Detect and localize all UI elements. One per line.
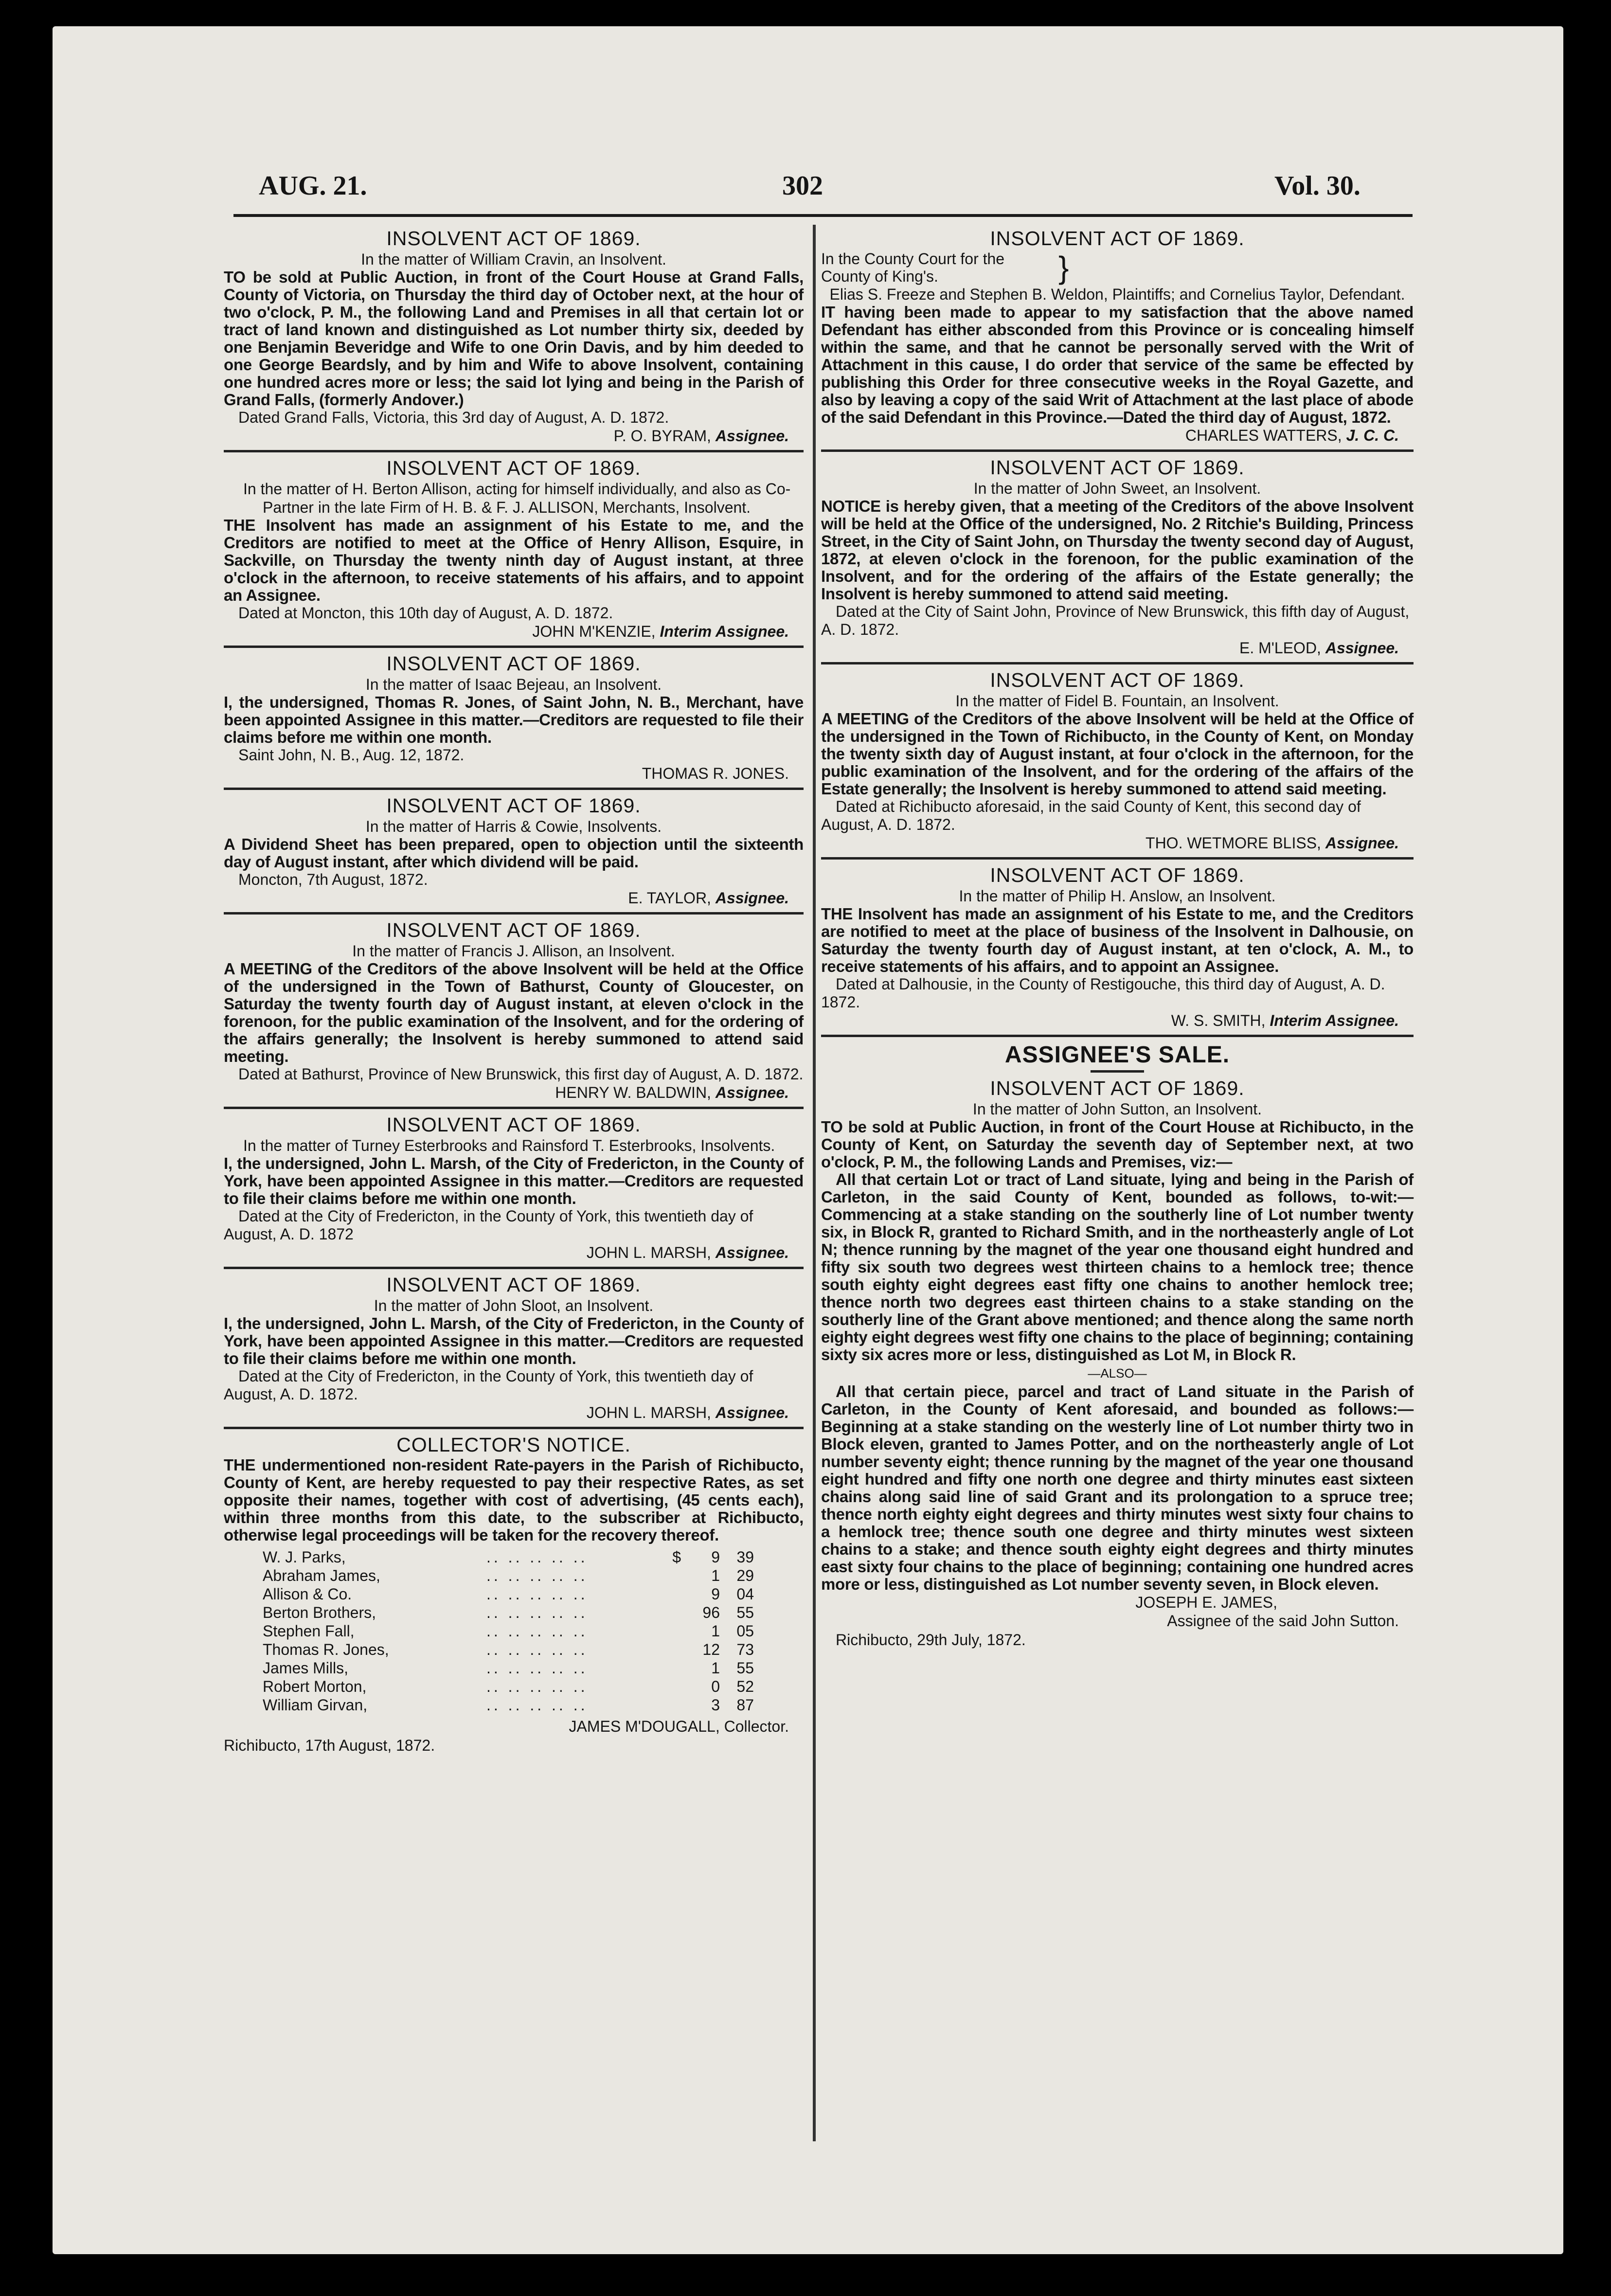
notice-title: COLLECTOR'S NOTICE. <box>396 1434 631 1456</box>
signer-role: Assignee. <box>715 1244 789 1261</box>
also-divider: —ALSO— <box>1088 1366 1147 1381</box>
leader-dots: .. .. .. .. .. <box>486 1548 588 1566</box>
amount-dollars: 1 <box>711 1567 720 1584</box>
notice-anslow <box>821 864 1414 1037</box>
rates-row <box>263 1696 804 1714</box>
amount-dollars: 9 <box>711 1548 720 1566</box>
signer-role: Interim Assignee. <box>660 623 789 640</box>
notice-body: THE Insolvent has made an assignment of his Estate to me, and the Creditors are notified to meet at the Office of Henry Allison, Esquire, in Sackville, on Thursday the twenty ninth day of August instant, at three o'clock in the afternoon, to receive statements of his affairs, and to appoint an Assignee. <box>224 516 804 604</box>
notice-dated: Dated at Bathurst, Province of New Brunswick, this first day of August, A. D. 1872. <box>238 1065 804 1083</box>
amount-cents: 55 <box>736 1659 754 1677</box>
amount-dollars: 12 <box>702 1641 720 1658</box>
notice-dated: Dated at Richibucto aforesaid, in the said County of Kent, this second day of August, A. D. 1872. <box>821 798 1361 833</box>
notice-body: I, the undersigned, Thomas R. Jones, of Saint John, N. B., Merchant, have been appointed Assignee in this matter.—Creditors are requested to file their claims before me within one month. <box>224 693 804 746</box>
rates-row <box>263 1659 804 1677</box>
signer-name: HENRY W. BALDWIN, <box>555 1084 711 1101</box>
rates-row <box>263 1640 804 1659</box>
notice-title: INSOLVENT ACT OF 1869. <box>386 227 641 250</box>
amount-cents: 73 <box>736 1641 754 1658</box>
signer-name: THOMAS R. JONES. <box>642 765 789 782</box>
notice-matter: In the matter of Francis J. Allison, an Insolvent. <box>352 942 675 960</box>
notice-allison-hb <box>224 457 804 648</box>
amount-dollars: 96 <box>702 1604 720 1621</box>
leader-dots: .. .. .. .. .. <box>486 1696 588 1714</box>
notice-matter: In the matter of Turney Esterbrooks and Rainsford T. Esterbrooks, Insolvents. <box>243 1137 775 1154</box>
notice-matter: In the matter of Fidel B. Fountain, an Insolvent. <box>955 692 1279 710</box>
notice-matter: In the matter of William Cravin, an Insolvent. <box>361 251 666 268</box>
sale-terms: TO be sold at Public Auction, in front of the Court House at Richibucto, in the County of Kent, on Saturday the seventh day of September next, at two o'clock, P. M., the following Lands and Premises, viz:— <box>821 1118 1414 1171</box>
notice-title: INSOLVENT ACT OF 1869. <box>386 794 641 817</box>
dollar-sign <box>662 1603 681 1622</box>
notice-body: NOTICE is hereby given, that a meeting of the Creditors of the above Insolvent will be held at the Office of the undersigned, No. 2 Ritchie's Building, Princess Street, in the City of Saint John, on Thursday the twenty second day of August, 1872, at eleven o'clock in the forenoon, for the public examination of the Insolvent, and for the ordering of the affairs of the Estate generally; the Insolvent is hereby summoned to attend said meeting. <box>821 497 1414 603</box>
dollar-sign: $ <box>672 1548 681 1566</box>
dollar-sign <box>662 1696 681 1714</box>
dollar-sign <box>662 1622 681 1640</box>
notice-signature <box>821 834 1414 852</box>
signer-role: Assignee. <box>715 427 789 445</box>
rates-row <box>263 1677 804 1696</box>
right-column <box>821 226 1414 1654</box>
rates-row <box>263 1585 804 1603</box>
ratepayer-name: Stephen Fall, <box>263 1622 355 1640</box>
amount-dollars: 3 <box>711 1696 720 1714</box>
ratepayer-name: William Girvan, <box>263 1696 368 1714</box>
sale-signer: JOSEPH E. JAMES, <box>1135 1594 1277 1611</box>
notice-body: I, the undersigned, John L. Marsh, of the City of Fredericton, in the County of York, have been appointed Assignee in this matter.—Creditors are requested to file their claims before me within one month. <box>224 1154 804 1207</box>
notice-title: INSOLVENT ACT OF 1869. <box>990 227 1245 250</box>
signer-name: JOHN L. MARSH, <box>586 1404 711 1421</box>
notice-dated: Dated Grand Falls, Victoria, this 3rd day of August, A. D. 1872. <box>238 409 669 426</box>
notice-allison-fj <box>224 919 804 1109</box>
leader-dots: .. .. .. .. .. <box>486 1604 588 1621</box>
notice-dated: Dated at Moncton, this 10th day of August, A. D. 1872. <box>238 604 613 622</box>
rates-row <box>263 1548 804 1566</box>
signer-name: JOHN L. MARSH, <box>586 1244 711 1261</box>
notice-harris-cowie <box>224 795 804 915</box>
column-divider <box>813 225 816 2141</box>
section-heading: ASSIGNEE'S SALE. <box>1004 1042 1230 1068</box>
notice-dated: Dated at Dalhousie, in the County of Restigouche, this third day of August, A. D. 1872. <box>821 975 1385 1011</box>
signer-role: Assignee. <box>715 1084 789 1101</box>
notice-title: INSOLVENT ACT OF 1869. <box>386 652 641 675</box>
amount-cents: 29 <box>736 1567 754 1584</box>
notice-body: A MEETING of the Creditors of the above Insolvent will be held at the Office of the undersigned in the Town of Bathurst, County of Gloucester, on Saturday the twenty fourth day of August instant, at eleven o'clock in the forenoon, for the public examination of the Insolvent, and for the ordering of the affairs generally; the Insolvent is hereby summoned to attend said meeting. <box>224 960 804 1065</box>
notice-sloot <box>224 1274 804 1429</box>
leader-dots: .. .. .. .. .. <box>486 1585 588 1603</box>
collectors-notice <box>224 1434 804 1760</box>
signer-name: P. O. BYRAM, <box>613 427 711 445</box>
notice-signature <box>224 427 804 445</box>
notice-matter: In the matter of Harris & Cowie, Insolvents. <box>365 818 662 835</box>
leader-dots: .. .. .. .. .. <box>486 1641 588 1658</box>
notice-signature <box>821 639 1414 657</box>
notice-title: INSOLVENT ACT OF 1869. <box>386 1274 641 1296</box>
left-column <box>224 226 804 1760</box>
amount-dollars: 9 <box>711 1585 720 1603</box>
section-rule <box>1091 1070 1144 1073</box>
notice-body: A Dividend Sheet has been prepared, open to objection until the sixteenth day of August instant, after which dividend will be paid. <box>224 835 804 871</box>
signer-name: CHARLES WATTERS, <box>1185 427 1342 444</box>
notice-bejeau <box>224 653 804 790</box>
notice-sweet <box>821 457 1414 664</box>
sale-signer-role: Assignee of the said John Sutton. <box>1167 1612 1399 1630</box>
leader-dots: .. .. .. .. .. <box>486 1622 588 1640</box>
notice-fountain <box>821 669 1414 860</box>
notice-body: THE undermentioned non-resident Rate-payers in the Parish of Richibucto, County of Kent, are hereby requested to pay their respective Rates, as set opposite their names, together with cost of advertising, (45 cents each), within three months from this date, to the subscriber at Richibucto, otherwise legal proceedings will be taken for the recovery thereof. <box>224 1456 804 1544</box>
amount-cents: 05 <box>736 1622 754 1640</box>
notice-cravin <box>224 228 804 452</box>
notice-title: INSOLVENT ACT OF 1869. <box>386 919 641 941</box>
dollar-sign <box>662 1585 681 1603</box>
ratepayer-name: James Mills, <box>263 1659 349 1677</box>
notice-matter: In the matter of John Sutton, an Insolvent. <box>972 1100 1262 1118</box>
notice-dated: Saint John, N. B., Aug. 12, 1872. <box>238 746 465 764</box>
notice-signature <box>224 622 804 641</box>
notice-matter: In the matter of Isaac Bejeau, an Insolvent. <box>365 676 662 693</box>
signer-role: J. C. C. <box>1346 427 1399 444</box>
notice-body: I, the undersigned, John L. Marsh, of the City of Fredericton, in the County of York, have been appointed Assignee in this matter.—Creditors are requested to file their claims before me within one month. <box>224 1314 804 1367</box>
case-parties: Elias S. Freeze and Stephen B. Weldon, Plaintiffs; and Cornelius Taylor, Defendant. <box>829 286 1405 303</box>
sale-date: Richibucto, 29th July, 1872. <box>836 1631 1026 1649</box>
ratepayer-name: Abraham James, <box>263 1567 380 1584</box>
dollar-sign <box>662 1566 681 1585</box>
notice-body: THE Insolvent has made an assignment of his Estate to me, and the Creditors are notified to meet at the place of business of the Insolvent in Dalhousie, on Saturday the twenty fourth day of August instant, at ten o'clock, A. M., to receive statements of his affairs, and to appoint an Assignee. <box>821 905 1414 975</box>
leader-dots: .. .. .. .. .. <box>486 1567 588 1584</box>
notice-signature <box>224 1243 804 1262</box>
issue-date: AUG. 21. <box>259 171 367 201</box>
notice-title: INSOLVENT ACT OF 1869. <box>990 864 1245 886</box>
notice-dated: Dated at the City of Fredericton, in the County of York, this twentieth day of August, A. D. 1872. <box>224 1367 753 1403</box>
notice-esterbrooks <box>224 1114 804 1269</box>
amount-dollars: 1 <box>711 1622 720 1640</box>
signer-name: E. TAYLOR, <box>628 889 711 907</box>
notice-body: A MEETING of the Creditors of the above Insolvent will be held at the Office of the undersigned in the Town of Richibucto, in the County of Kent, on Monday the twenty sixth day of August instant, at four o'clock in the afternoon, for the public examination of the Insolvent, and for the ordering of the affairs of the Estate generally; the Insolvent is hereby summoned to attend said meeting. <box>821 710 1414 798</box>
signer-role: Assignee. <box>715 1404 789 1421</box>
notice-dated: Dated at the City of Fredericton, in the County of York, this twentieth day of August, A. D. 1872 <box>224 1207 753 1243</box>
notice-dated: Moncton, 7th August, 1872. <box>238 871 428 888</box>
dollar-sign <box>662 1659 681 1677</box>
ratepayer-name: Thomas R. Jones, <box>263 1641 389 1658</box>
amount-cents: 39 <box>736 1548 754 1566</box>
rates-row <box>263 1566 804 1585</box>
ratepayer-name: Robert Morton, <box>263 1678 367 1695</box>
rates-table <box>263 1548 804 1714</box>
ratepayer-name: W. J. Parks, <box>263 1548 346 1566</box>
notice-matter: In the matter of Philip H. Anslow, an Insolvent. <box>959 887 1276 905</box>
rates-row <box>263 1603 804 1622</box>
amount-cents: 55 <box>736 1604 754 1621</box>
notice-signature <box>224 1403 804 1422</box>
notice-signature <box>821 426 1414 445</box>
notice-body: TO be sold at Public Auction, in front of the Court House at Grand Falls, County of Victoria, on Thursday the third day of October next, at the hour of two o'clock, P. M., the following Land and Premises in all that certain lot or tract of land known and distinguished as Lot number thirty six, deeded by one Benjamin Beveridge and Wife to one Orin Davis, and by him deeded to one George Beardsly, and by him and Wife to above Insolvent, containing one hundred acres more or less; the said lot lying and being in the Parish of Grand Falls, (formerly Andover.) <box>224 268 804 409</box>
notice-signature <box>821 1011 1414 1030</box>
signer-name: JOHN M'KENZIE, <box>532 623 656 640</box>
brace-glyph: } <box>1058 250 1069 285</box>
court-name: In the County Court for the County of King's. <box>821 250 1005 285</box>
signer-name: THO. WETMORE BLISS, <box>1146 834 1321 852</box>
volume-number: Vol. 30. <box>1274 171 1360 201</box>
notice-court-order <box>821 228 1414 452</box>
notice-signature: JAMES M'DOUGALL, Collector. <box>569 1718 789 1735</box>
signer-role: Assignee. <box>1325 639 1399 657</box>
amount-dollars: 1 <box>711 1659 720 1677</box>
notice-matter: In the matter of John Sloot, an Insolvent. <box>374 1297 654 1314</box>
lot-description-1: All that certain Lot or tract of Land situate, lying and being in the Parish of Carleton, in the said County of Kent, bounded as follows, to-wit:—Commencing at a stake standing on the southerly line of Lot number twenty six, in Block R, granted to Richard Smith, and in the northeasterly angle of Lot N; thence running by the magnet of the year one thousand eight hundred and fifty six south two degrees west thirteen chains to a hemlock tree; thence south eighty eight degrees east fifty one chains to another hemlock tree; thence north two degrees east thirteen chains to a stake standing on the southerly line of the Grant above mentioned; and thence along the same north eighty eight degrees west fifty one chains to the place of beginning; containing sixty six acres more or less, distinguished as Lot M, in Block R. <box>821 1170 1414 1363</box>
amount-dollars: 0 <box>711 1678 720 1695</box>
rates-row <box>263 1622 804 1640</box>
leader-dots: .. .. .. .. .. <box>486 1659 588 1677</box>
header-rule <box>233 214 1413 217</box>
amount-cents: 52 <box>736 1678 754 1695</box>
notice-matter: In the matter of H. Berton Allison, acting for himself individually, and also as Co-Partner in the late Firm of H. B. & F. J. ALLISON, Merchants, Insolvent. <box>243 480 791 516</box>
assignees-sale <box>821 1042 1414 1654</box>
notice-matter: In the matter of John Sweet, an Insolvent. <box>973 480 1261 497</box>
lot-description-2: All that certain piece, parcel and tract of Land situate in the Parish of Carleton, in the County of Kent aforesaid, and bounded as follows:—Beginning at a stake standing on the westerly line of Lot number thirty two in Block eleven, granted to James Potter, and on the northeasterly angle of Lot number seventy eight; thence running by the magnet of the year one thousand eight hundred and fifty one north one degree and thirty minutes east sixteen chains along said line of said Grant and its prolongation to a spruce tree; thence north eighty eight degrees and thirty minutes west sixty four chains to a hemlock tree; thence south one degree and thirty minutes west sixteen chains to a stake; and thence south eighty eight degrees and thirty minutes east sixty four chains to the place of beginning; containing one hundred acres more or less, distinguished as Lot number seventy seven, in Block eleven. <box>821 1382 1414 1593</box>
leader-dots: .. .. .. .. .. <box>486 1678 588 1695</box>
notice-title: INSOLVENT ACT OF 1869. <box>990 669 1245 691</box>
notice-date: Richibucto, 17th August, 1872. <box>224 1737 435 1754</box>
signer-role: Assignee. <box>715 889 789 907</box>
signer-name: W. S. SMITH, <box>1171 1012 1266 1029</box>
notice-dated: Dated at the City of Saint John, Province of New Brunswick, this fifth day of August, A. D. 1872. <box>821 603 1410 638</box>
ratepayer-name: Berton Brothers, <box>263 1604 376 1621</box>
signer-role: Interim Assignee. <box>1270 1012 1399 1029</box>
ratepayer-name: Allison & Co. <box>263 1585 352 1603</box>
notice-signature <box>224 889 804 907</box>
court-line <box>821 250 1414 285</box>
dollar-sign <box>662 1677 681 1696</box>
signer-name: E. M'LEOD, <box>1239 639 1321 657</box>
signer-role: Assignee. <box>1325 834 1399 852</box>
notice-signature <box>224 764 804 783</box>
amount-cents: 04 <box>736 1585 754 1603</box>
notice-title: INSOLVENT ACT OF 1869. <box>990 456 1245 479</box>
page-number: 302 <box>782 171 823 201</box>
dollar-sign <box>662 1640 681 1659</box>
notice-title: INSOLVENT ACT OF 1869. <box>990 1077 1245 1099</box>
amount-cents: 87 <box>736 1696 754 1714</box>
notice-body: IT having been made to appear to my satisfaction that the above named Defendant has either absconded from this Province or is concealing himself within the same, and that he cannot be personally served with the Writ of Attachment in this cause, I do order that service of the same be effected by publishing this Order for three consecutive weeks in the Royal Gazette, and also by leaving a copy of the said Writ of Attachment at the last place of abode of the said Defendant in this Province.—Dated the third day of August, 1872. <box>821 303 1414 426</box>
notice-title: INSOLVENT ACT OF 1869. <box>386 457 641 479</box>
notice-signature <box>224 1083 804 1102</box>
notice-title: INSOLVENT ACT OF 1869. <box>386 1113 641 1136</box>
